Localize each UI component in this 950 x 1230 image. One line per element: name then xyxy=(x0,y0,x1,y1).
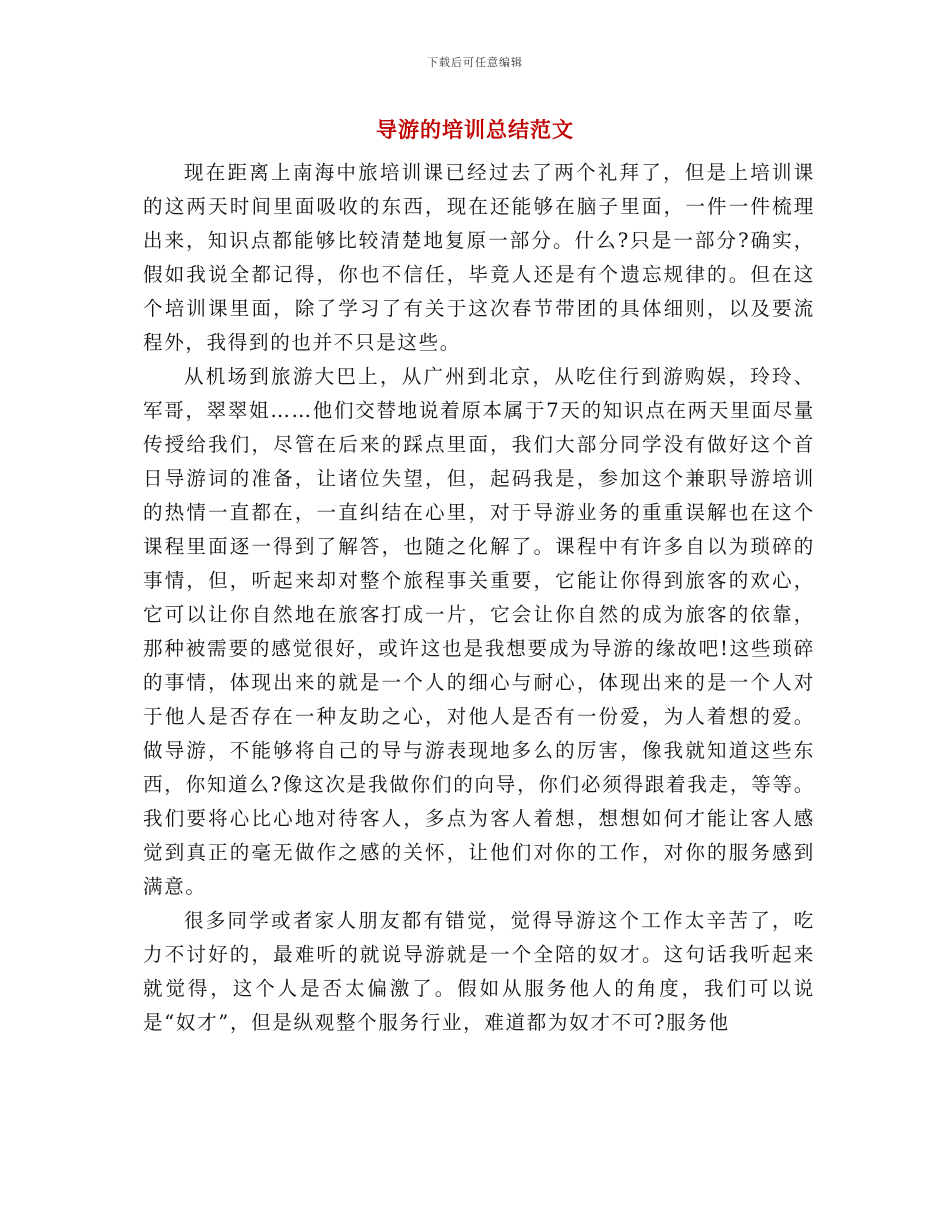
header-note: 下载后可任意编辑 xyxy=(427,56,523,69)
document-body xyxy=(143,156,815,1040)
paragraph-1: 现在距离上南海中旅培训课已经过去了两个礼拜了，但是上培训课的这两天时间里面吸收的东西，现在还能够在脑子里面，一件一件梳理出来，知识点都能够比较清楚地复原一部分。什么?只是一部分?确实，假如我说全都记得，你也不信任，毕竟人还是有个遗忘规律的。但在这个培训课里面，除了学习了有关于这次春节带团的具体细则，以及要流程外，我得到的也并不只是这些。 xyxy=(143,161,815,354)
paragraph-3: 很多同学或者家人朋友都有错觉，觉得导游这个工作太辛苦了，吃力不讨好的，最难听的就说导游就是一个全陪的奴才。这句话我听起来就觉得，这个人是否太偏激了。假如从服务他人的角度，我们可以说是“奴才”，但是纵观整个服务行业，难道都为奴才不可?服务他 xyxy=(143,909,815,1034)
document-title: 导游的培训总结范文 xyxy=(376,117,574,142)
paragraph-2: 从机场到旅游大巴上，从广州到北京，从吃住行到游购娱，玲玲、军哥，翠翠姐……他们交替地说着原本属于7天的知识点在两天里面尽量传授给我们，尽管在后来的踩点里面，我们大部分同学没有做好这个首日导游词的准备，让诸位失望，但，起码我是，参加这个兼职导游培训的热情一直都在，一直纠结在心里，对于导游业务的重重误解也在这个课程里面逐一得到了解答，也随之化解了。课程中有许多自以为琐碎的事情，但，听起来却对整个旅程事关重要，它能让你得到旅客的欢心，它可以让你自然地在旅客打成一片，它会让你自然的成为旅客的依靠，那种被需要的感觉很好，或许这也是我想要成为导游的缘故吧!这些琐碎的事情，体现出来的就是一个人的细心与耐心，体现出来的是一个人对于他人是否存在一种友助之心，对他人是否有一份爱，为人着想的爱。做导游，不能够将自己的导与游表现地多么的厉害，像我就知道这些东西，你知道么?像这次是我做你们的向导，你们必须得跟着我走，等等。我们要将心比心地对待客人，多点为客人着想，想想如何才能让客人感觉到真正的毫无做作之感的关怀，让他们对你的工作，对你的服务感到满意。 xyxy=(143,365,815,898)
